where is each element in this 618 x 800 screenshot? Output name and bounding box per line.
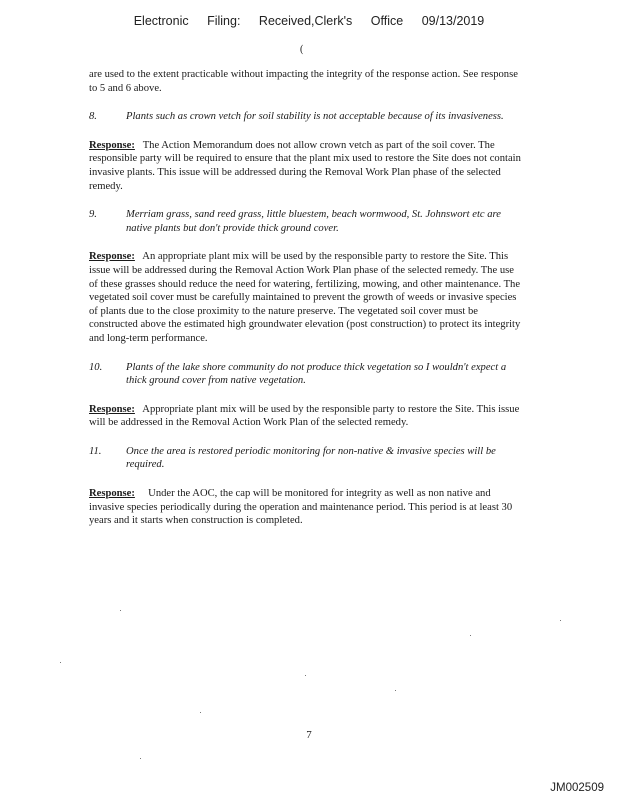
response-text: An appropriate plant mix will be used by the responsible party to restore the Site. This issue will be addressed during the Removal Action Work Plan phase of the selected remedy. The use of these grasses should reduce the need for watering, fertilizing, mowing, and other maintenance. The vegetated soil cover must be carefully maintained to prevent the growth of weeds or invasive species of plants due to the close proximity to the nature preserve. The vegetated soil cover must be constructed above the estimated high groundwater elevation (post construction) to protect its integrity and long-term performance. [89,251,521,344]
scan-speck [60,662,61,663]
comment-10 [89,361,521,388]
comment-number: 11. [89,445,102,457]
comment-number: 9. [89,209,97,221]
comment-text: Once the area is restored periodic monitoring for non-native & invasive species will be required. [126,445,496,471]
header-word-office: Office [370,14,404,28]
scan-speck [200,712,201,713]
header-word-electronic: Electronic [133,14,189,28]
response-text: The Action Memorandum does not allow crown vetch as part of the soil cover. The responsible party will be required to ensure that the plant mix used to restore the Site does not contain invasive plants. This issue will be addressed during the Removal Work Plan phase of the selected remedy. [89,139,521,192]
response-8 [89,139,521,193]
response-9 [89,250,521,345]
scan-speck [120,610,121,611]
scan-speck [560,620,561,621]
document-body [89,68,521,543]
top-mark: ( [300,44,304,55]
comment-text: Merriam grass, sand reed grass, little bluestem, beach wormwood, St. Johnswort etc are native plants but don't provide thick ground cover. [126,209,501,234]
comment-11 [89,445,521,472]
intro-paragraph: are used to the extent practicable without impacting the integrity of the response action. See response to 5 and 6 above. [89,69,518,94]
page-number: 7 [306,729,312,741]
response-text: Under the AOC, the cap will be monitored for integrity as well as non native and invasive species periodically during the operation and maintenance period. This period is at least 30 years and it starts when construction is completed. [89,488,513,527]
header-word-received: Received,Clerk's [258,14,353,28]
comment-8 [89,110,521,124]
response-label: Response: [89,488,135,500]
response-label: Response: [89,251,135,263]
header-date: 09/13/2019 [421,14,485,28]
response-11 [89,487,521,528]
scan-speck [395,690,396,691]
comment-number: 8. [89,111,97,123]
comment-text: Plants of the lake shore community do not produce thick vegetation so I wouldn't expect a thick ground cover from native vegetation. [126,361,507,387]
comment-number: 10. [89,361,103,373]
comment-text: Plants such as crown vetch for soil stability is not acceptable because of its invasiveness. [126,111,504,123]
response-text: Appropriate plant mix will be used by the responsible party to restore the Site. This issue will be addressed in the Removal Action Work Plan of the selected remedy. [89,403,520,429]
response-10 [89,403,521,430]
response-label: Response: [89,403,135,415]
response-label: Response: [89,139,135,151]
scan-speck [140,758,141,759]
scan-speck [470,635,471,636]
header-word-filing: Filing: [207,14,241,28]
bates-number: JM002509 [550,782,604,794]
scan-speck [305,675,306,676]
comment-9 [89,208,521,235]
efiling-stamp-header [0,14,618,28]
